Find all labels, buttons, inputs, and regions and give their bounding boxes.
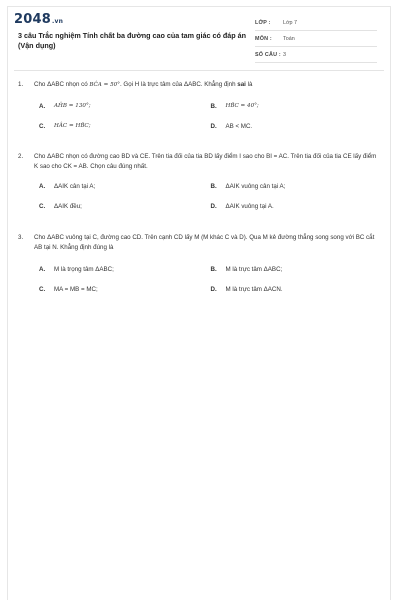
option-letter: C. [39,202,46,210]
question-number: 2. [18,153,24,160]
option-letter: A. [39,182,46,190]
option-text: ΔAIK cân tại A; [54,182,96,190]
option-d[interactable] [211,123,383,130]
stem-part: Cho ΔABC nhọn có [34,81,90,88]
option-letter: B. [210,265,217,273]
option-letter: C. [39,122,46,130]
option-c[interactable] [39,123,211,130]
option-text: ΔAIK vuông cân tại A; [225,182,286,190]
meta-row-count [255,47,377,63]
question-2 [18,152,382,216]
option-text: HB̂C = 40°; [225,102,259,109]
option-a[interactable] [39,183,211,190]
option-row [39,196,382,216]
option-letter: A. [39,265,46,273]
option-d[interactable] [211,203,383,210]
option-b[interactable] [211,103,383,110]
option-text: HÂC = HB̂C; [54,122,91,129]
option-row [39,116,382,136]
site-logo[interactable] [14,12,63,27]
option-text: MA = MB = MC; [54,285,98,293]
option-row [39,259,382,279]
meta-table [255,15,377,63]
meta-row-subject [255,31,377,47]
stem-bold: sai [237,81,246,88]
page-title: 3 câu Trắc nghiệm Tính chất ba đường cao của tam giác có đáp án (Vận dụng) [18,31,246,50]
option-a[interactable] [39,266,211,273]
question-stem [18,80,382,90]
question-text: Cho ΔABC vuông tại C, đường cao CD. Trên cạnh CD lấy M (M khác C và D). Qua M kẻ đường thẳng song song với BC cắt AB tại N. Khẳng định đúng là [34,234,375,251]
stem-math: BĈA = 50° [89,82,120,88]
meta-value: 3 [283,51,286,58]
option-letter: B. [210,182,217,190]
stem-part: . Gọi H là trực tâm của ΔABC. Khẳng định [119,81,238,88]
option-b[interactable] [211,266,383,273]
question-3 [18,233,382,299]
option-c[interactable] [39,203,211,210]
meta-row-grade [255,15,377,31]
option-c[interactable] [39,286,211,293]
question-1 [18,80,382,136]
question-text: Cho ΔABC nhọn có đường cao BD và CE. Trên tia đối của tia BD lấy điểm I sao cho BI = AC. Trên tia đối của tia CE lấy điểm K sao cho CK = AB. Chọn câu đúng nhất. [34,153,377,170]
option-letter: B. [210,102,217,110]
option-text: M là trực tâm ΔACN. [225,285,283,293]
option-letter: D. [210,122,217,130]
option-row [39,279,382,299]
option-letter: C. [39,285,46,293]
question-stem [18,233,382,253]
meta-label: LỚP : [255,19,271,26]
option-letter: A. [39,102,46,110]
option-row [39,176,382,196]
question-text [34,80,382,90]
question-stem [18,152,382,172]
stem-part: là [245,81,253,88]
question-number: 1. [18,81,24,88]
option-text: ΔAIK đều; [54,202,82,210]
logo-suffix: .vn [51,18,64,25]
question-number: 3. [18,234,24,241]
option-text: ΔAIK vuông tại A. [225,202,274,210]
meta-label: SỐ CÂU : [255,51,281,58]
meta-value: Lớp 7 [283,19,298,26]
options [39,259,382,299]
option-a[interactable] [39,103,211,110]
option-text: M là trực tâm ΔABC; [225,265,283,273]
option-text: M là trọng tâm ΔABC; [54,265,114,273]
options [39,96,382,136]
header-divider [14,70,384,71]
meta-value: Toán [283,35,295,42]
option-b[interactable] [211,183,383,190]
logo-text: 2048 [14,12,51,27]
options [39,176,382,216]
option-text: AĤB = 130°; [54,102,91,109]
option-letter: D. [210,285,217,293]
meta-label: MÔN : [255,35,272,42]
option-text: AB < MC. [225,122,253,130]
option-letter: D. [210,202,217,210]
option-d[interactable] [211,286,383,293]
option-row [39,96,382,116]
